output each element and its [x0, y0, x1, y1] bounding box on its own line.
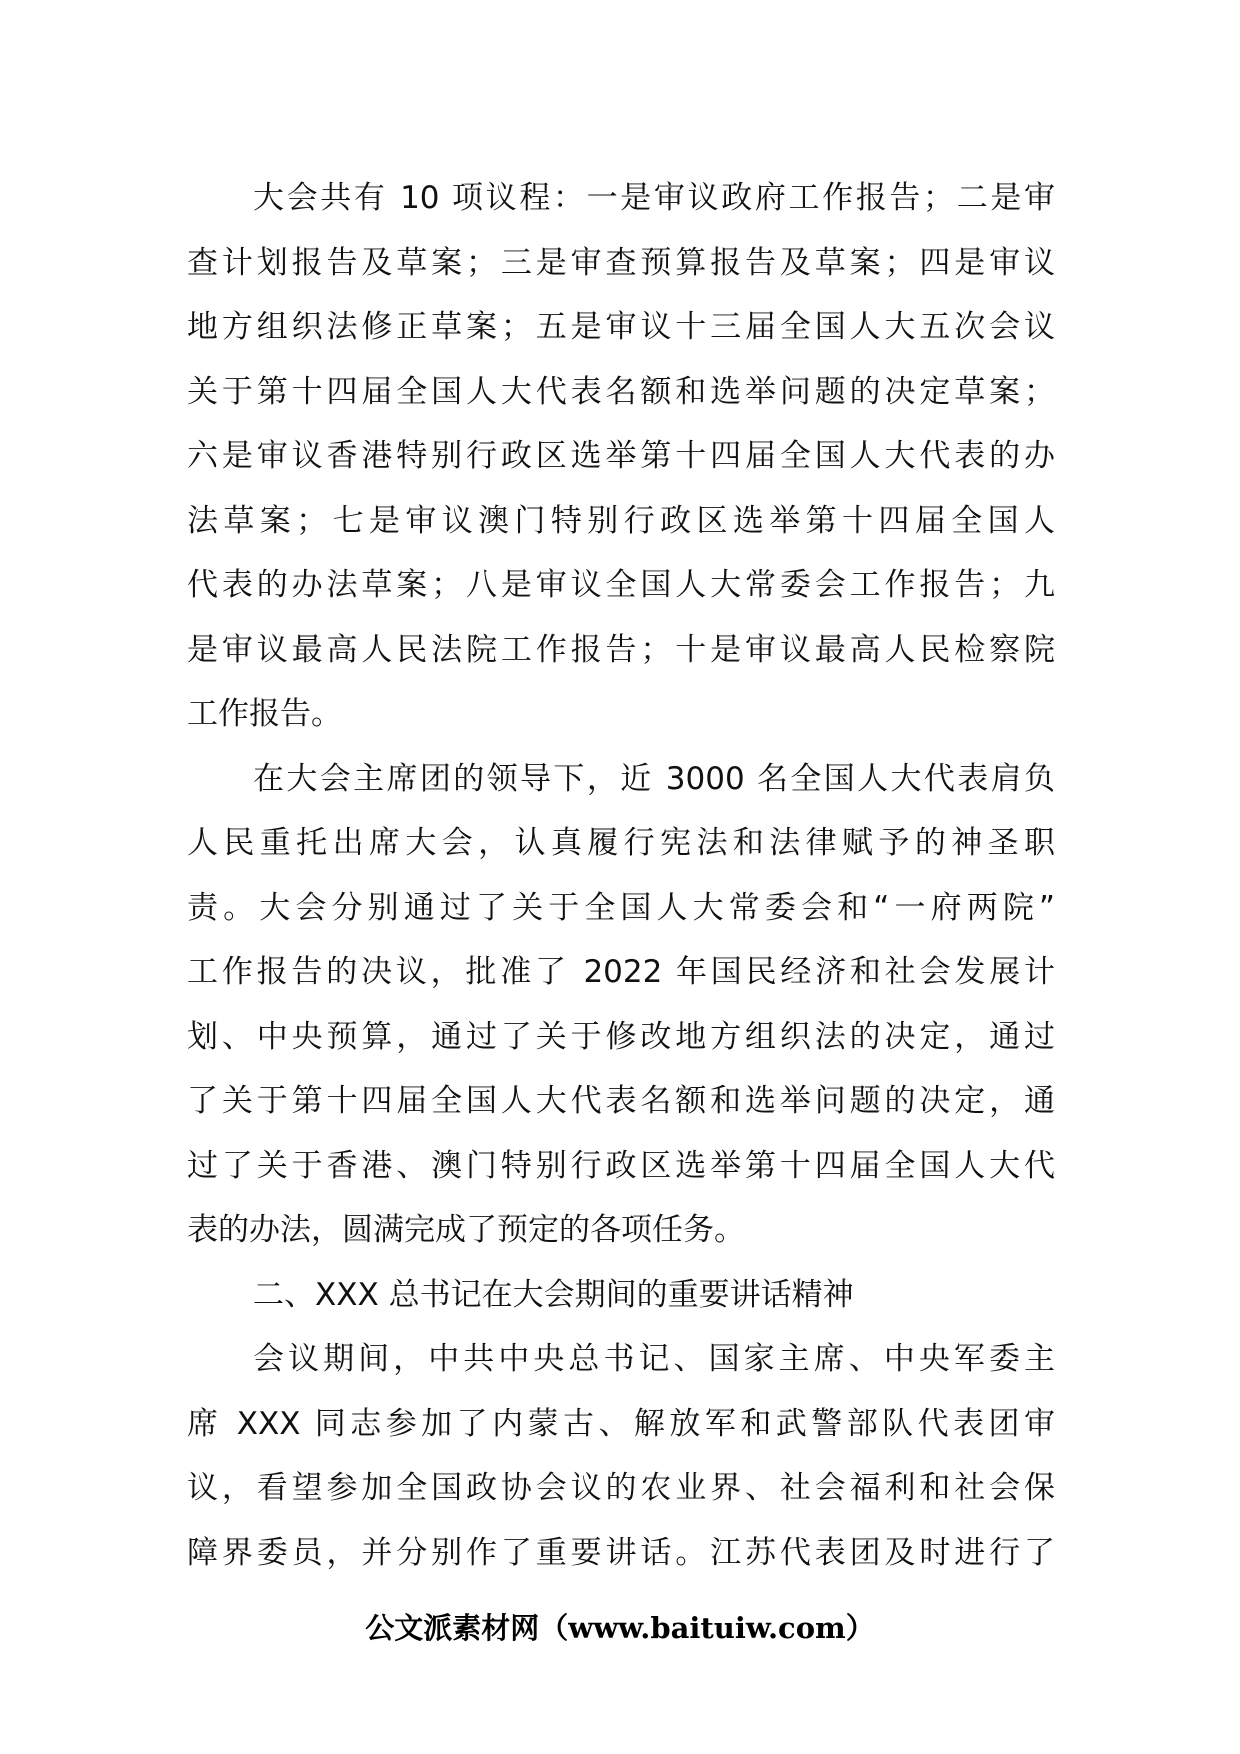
- text-line: 工作报告。: [187, 696, 342, 732]
- text-line: 了关于第十四届全国人大代表名额和选举问题的决定，通: [187, 1083, 1055, 1119]
- section-heading-text: 二、XXX 总书记在大会期间的重要讲话精神: [253, 1276, 854, 1313]
- text-line: 人民重托出席大会，认真履行宪法和法律赋予的神圣职: [187, 825, 1055, 861]
- text-line: 过了关于香港、澳门特别行政区选举第十四届全国人大代: [187, 1147, 1055, 1184]
- paragraph-outcomes: [187, 747, 1055, 1263]
- text-line: 工作报告的决议，批准了 2022 年国民经济和社会发展计: [187, 954, 1055, 990]
- text-line: 划、中央预算，通过了关于修改地方组织法的决定，通过: [187, 1018, 1055, 1055]
- text-line: 议，看望参加全国政协会议的农业界、社会福利和社会保: [187, 1470, 1055, 1506]
- text-line: 会议期间，中共中央总书记、国家主席、中央军委主: [253, 1341, 1055, 1377]
- paragraph-speech: [187, 1327, 1055, 1585]
- document-body: [187, 166, 1055, 1585]
- text-line: 障界委员，并分别作了重要讲话。江苏代表团及时进行了: [187, 1534, 1055, 1571]
- text-line: 责。大会分别通过了关于全国人大常委会和“一府两院”: [187, 889, 1055, 926]
- text-line: 是审议最高人民法院工作报告；十是审议最高人民检察院: [187, 631, 1055, 668]
- section-heading: [187, 1263, 1055, 1328]
- text-line: 大会共有 10 项议程：一是审议政府工作报告；二是审: [253, 180, 1055, 216]
- text-line: 表的办法，圆满完成了预定的各项任务。: [187, 1212, 745, 1248]
- text-line: 地方组织法修正草案；五是审议十三届全国人大五次会议: [187, 309, 1055, 345]
- text-line: 在大会主席团的领导下，近 3000 名全国人大代表肩负: [253, 760, 1055, 797]
- text-line: 席 XXX 同志参加了内蒙古、解放军和武警部队代表团审: [187, 1405, 1055, 1442]
- text-line: 六是审议香港特别行政区选举第十四届全国人大代表的办: [187, 438, 1055, 474]
- text-line: 查计划报告及草案；三是审查预算报告及草案；四是审议: [187, 244, 1055, 281]
- text-line: 关于第十四届全国人大代表名额和选举问题的决定草案；: [187, 373, 1055, 410]
- text-line: 代表的办法草案；八是审议全国人大常委会工作报告；九: [187, 567, 1055, 603]
- text-line: 法草案；七是审议澳门特别行政区选举第十四届全国人: [187, 502, 1055, 539]
- footer-watermark: 公文派素材网（www.baituiw.com）: [365, 1611, 875, 1645]
- paragraph-agenda: [187, 166, 1055, 747]
